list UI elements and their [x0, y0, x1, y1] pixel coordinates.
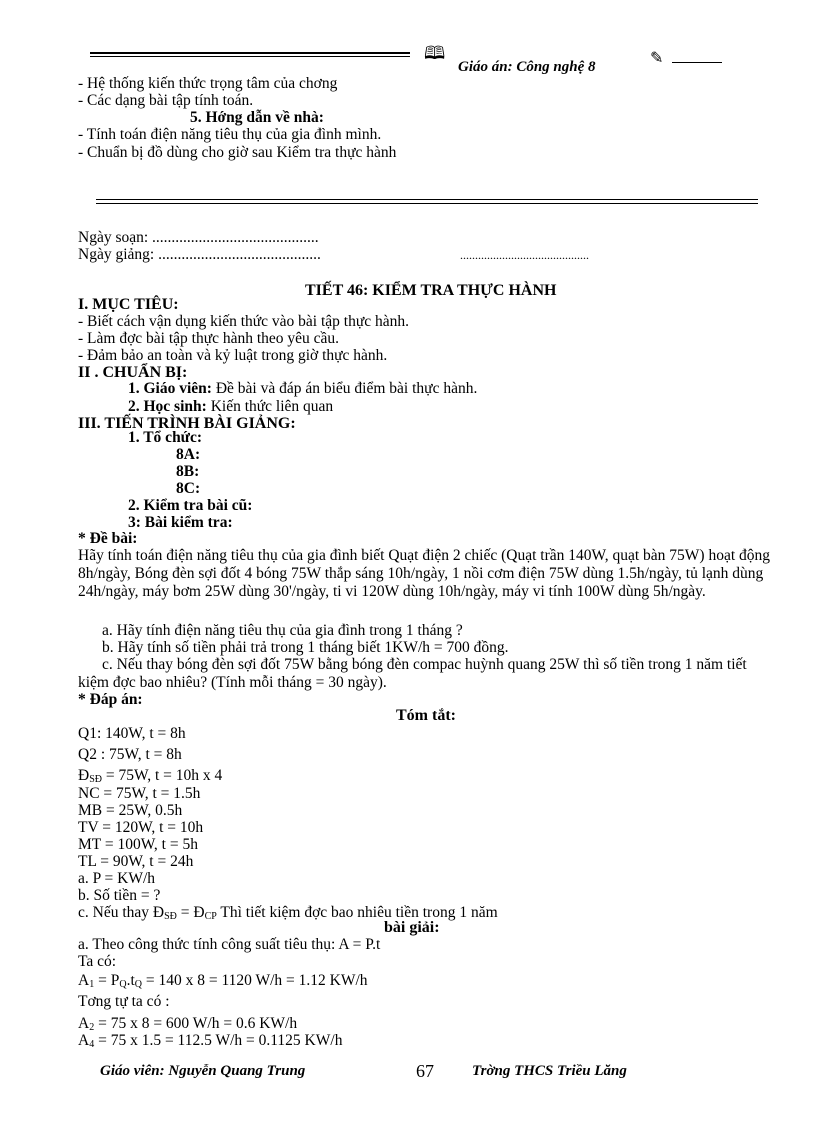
bai-giai: bài giải: — [384, 919, 440, 936]
top-line-2: - Các dạng bài tập tính toán. — [78, 92, 254, 109]
de-bai-heading: * Đề bài: — [78, 530, 138, 547]
date-extra: ........................................... — [460, 248, 589, 262]
a2-rest: = 75 x 8 = 600 W/h = 0.6 KW/h — [94, 1015, 298, 1032]
gv-text: Đề bài và đáp án biểu điểm bài thực hành. — [211, 380, 478, 397]
a1-sub2: Q — [119, 979, 127, 990]
section2-gv — [128, 381, 477, 397]
section2-hs — [128, 399, 333, 415]
summary-qb: b. Số tiền = ? — [78, 887, 161, 904]
section3-org: 1. Tổ chức: — [128, 429, 203, 446]
a1-t: .t — [126, 972, 135, 989]
class-8b: 8B: — [176, 463, 200, 480]
summary-mt: MT = 100W, t = 5h — [78, 836, 198, 853]
summary-tl: TL = 90W, t = 24h — [78, 853, 194, 870]
solution-taco: Ta có: — [78, 953, 117, 970]
solution-a-line: a. Theo công thức tính công suất tiêu thụ: A = P.t — [78, 936, 381, 953]
summary-qa: a. P = KW/h — [78, 870, 156, 887]
header-rule-left — [90, 52, 410, 54]
qc-sub1: SĐ — [164, 911, 177, 922]
a1-eq: = P — [94, 972, 120, 989]
gv-label: 1. Giáo viên: — [128, 380, 212, 397]
tom-tat: Tóm tắt: — [396, 707, 456, 724]
a1-rest: = 140 x 8 = 1120 W/h = 1.12 KW/h — [141, 972, 368, 989]
home-line-1: - Tính toán điện năng tiêu thụ của gia đình mình. — [78, 126, 382, 143]
dsd-sub: SĐ — [89, 774, 102, 785]
a4-rest: = 75 x 1.5 = 112.5 W/h = 0.1125 KW/h — [94, 1032, 343, 1049]
section1-line-1: - Biết cách vận dụng kiến thức vào bài tập thực hành. — [78, 313, 410, 330]
summary-nc: NC = 75W, t = 1.5h — [78, 785, 201, 802]
header-title: Giáo án: Công nghệ 8 — [458, 59, 596, 75]
lesson-title: TIẾT 46: KIỂM TRA THỰC HÀNH — [305, 282, 557, 299]
solution-a4 — [78, 1033, 342, 1050]
a4-sub: 4 — [89, 1039, 95, 1050]
section3-check: 2. Kiểm tra bài cũ: — [128, 497, 253, 514]
footer-teacher: Giáo viên: Nguyễn Quang Trung — [100, 1063, 306, 1079]
section-divider — [96, 199, 758, 204]
hs-label: 2. Học sinh: — [128, 398, 207, 415]
a2-main: A — [78, 1015, 90, 1032]
qc-post: Thì tiết kiệm đợc bao nhiêu tiền trong 1 năm — [216, 904, 498, 921]
question-a: a. Hãy tính điện năng tiêu thụ của gia đình trong 1 tháng ? — [102, 622, 463, 639]
a1-sub3: Q — [134, 979, 142, 990]
qc-mid: = Đ — [176, 904, 205, 921]
book-icon: 🕮 — [424, 43, 446, 64]
dsd-rest: = 75W, t = 10h x 4 — [102, 767, 223, 784]
section3-test: 3: Bài kiểm tra: — [128, 514, 233, 531]
summary-mb: MB = 25W, 0.5h — [78, 802, 183, 819]
solution-a2 — [78, 1016, 297, 1033]
footer-school: Trờng THCS Triều Lăng — [472, 1063, 627, 1079]
section1-line-2: - Làm đợc bài tập thực hành theo yêu cầu. — [78, 330, 340, 347]
question-b: b. Hãy tính số tiền phải trả trong 1 tháng biết 1KW/h = 700 đồng. — [102, 639, 509, 656]
footer-page-number: 67 — [416, 1061, 434, 1081]
class-8c: 8C: — [176, 480, 201, 497]
a1-main: A — [78, 972, 90, 989]
summary-tv: TV = 120W, t = 10h — [78, 819, 204, 836]
hs-text: Kiến thức liên quan — [206, 398, 334, 415]
section1-heading: I. MỤC TIÊU: — [78, 296, 179, 313]
qc-sub2: CP — [204, 911, 217, 922]
header-rule-left-lower — [90, 56, 410, 57]
summary-q2: Q2 : 75W, t = 8h — [78, 746, 182, 763]
date-soan: Ngày soạn: ........................................... — [78, 229, 319, 246]
solution-a1 — [78, 973, 368, 990]
header-rule-right — [672, 62, 722, 63]
solution-tong-tu: Tơng tự ta có : — [78, 993, 170, 1010]
class-8a: 8A: — [176, 446, 201, 463]
de-bai-text: Hãy tính toán điện năng tiêu thụ của gia đình biết Quạt điện 2 chiếc (Quạt trần 140W, quạt bàn 75W) hoạt động 8h/ngày, Bóng đèn sợi đốt 4 bóng 75W thắp sáng 10h/ngày, 1 nồi cơm điện 75W dùng 1.5h/ngày, tủ lạnh dùng 24h/ngày, máy bơm 25W dùng 30'/ngày, ti vi 120W dùng 10h/ngày, máy vi tính 100W dùng 5h/ngày. — [78, 547, 771, 600]
qc-pre: c. Nếu thay Đ — [78, 904, 165, 921]
date-giang: Ngày giảng: .......................................... — [78, 246, 321, 263]
summary-q1: Q1: 140W, t = 8h — [78, 725, 186, 742]
pen-icon: ✎ — [650, 48, 664, 67]
summary-dsd — [78, 768, 222, 785]
section1-line-3: - Đảm bảo an toàn và kỷ luật trong giờ thực hành. — [78, 347, 388, 364]
section3-heading: III. TIẾN TRÌNH BÀI GIẢNG: — [78, 415, 296, 432]
a1-sub: 1 — [89, 979, 95, 990]
top-line-1: - Hệ thống kiến thức trọng tâm của chơng — [78, 75, 338, 92]
question-c: c. Nếu thay bóng đèn sợi đốt 75W bằng bóng đèn compac huỳnh quang 25W thì số tiền trong 1 năm tiết kiệm đợc bao nhiêu? (Tính mỗi tháng = 30 ngày). — [78, 656, 747, 691]
dap-an-heading: * Đáp án: — [78, 691, 143, 708]
dsd-main: Đ — [78, 767, 90, 784]
a4-main: A — [78, 1032, 90, 1049]
section2-heading: II . CHUẨN BỊ: — [78, 364, 188, 381]
a2-sub: 2 — [89, 1022, 95, 1033]
home-heading: 5. Hớng dẫn về nhà: — [190, 109, 324, 126]
home-line-2: - Chuẩn bị đồ dùng cho giờ sau Kiểm tra thực hành — [78, 144, 397, 161]
